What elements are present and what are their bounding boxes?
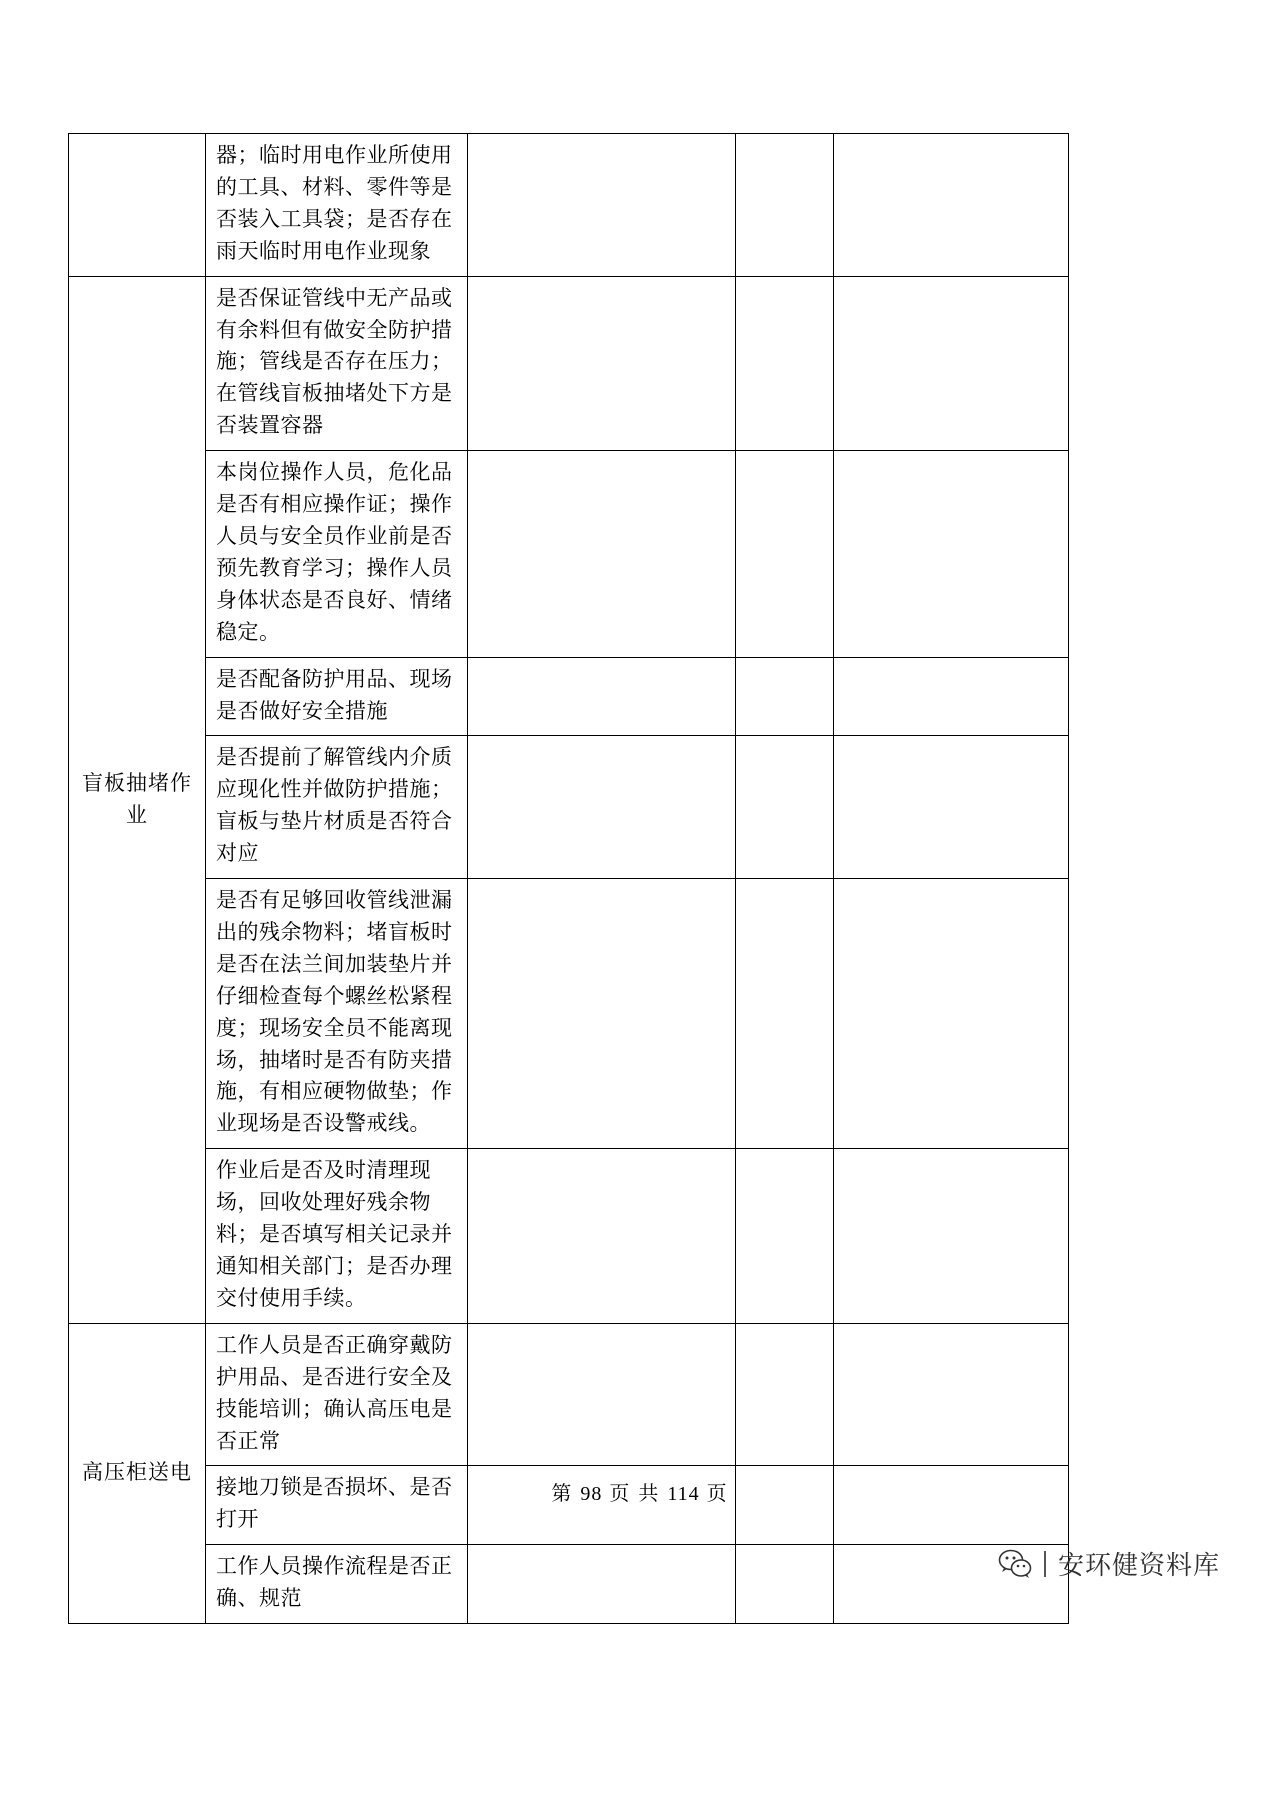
blank-cell-1[interactable] [468, 451, 736, 657]
blank-cell-2[interactable] [736, 451, 834, 657]
footer-total-pages: 114 [667, 1483, 700, 1505]
footer-page-number: 98 [580, 1483, 603, 1505]
check-item-cell: 是否配备防护用品、现场是否做好安全措施 [206, 657, 468, 736]
check-item-cell: 器；临时用电作业所使用的工具、材料、零件等是否装入工具袋；是否存在雨天临时用电作业现象 [206, 134, 468, 277]
blank-cell-3[interactable] [834, 134, 1069, 277]
blank-cell-2[interactable] [736, 1323, 834, 1466]
table-row [69, 879, 1069, 1149]
check-item-cell: 接地刀锁是否损坏、是否打开 [206, 1466, 468, 1545]
blank-cell-3[interactable] [834, 736, 1069, 879]
watermark-text: 安环健资料库 [1057, 1550, 1220, 1580]
check-item-cell: 本岗位操作人员，危化品是否有相应操作证；操作人员与安全员作业前是否预先教育学习；操作人员身体状态是否良好、情绪稳定。 [206, 451, 468, 657]
category-cell-blind-plate: 盲板抽堵作业 [69, 276, 206, 1323]
footer-prefix: 第 [551, 1483, 574, 1505]
blank-cell-3[interactable] [834, 1323, 1069, 1466]
check-item-cell: 作业后是否及时清理现场，回收处理好残余物料；是否填写相关记录并通知相关部门；是否办理交付使用手续。 [206, 1149, 468, 1324]
blank-cell-2[interactable] [736, 879, 834, 1149]
blank-cell-1[interactable] [468, 1149, 736, 1324]
table-row [69, 736, 1069, 879]
blank-cell-3[interactable] [834, 276, 1069, 451]
table-row [69, 1323, 1069, 1466]
blank-cell-1[interactable] [468, 134, 736, 277]
check-item-cell: 工作人员是否正确穿戴防护用品、是否进行安全及技能培训；确认高压电是否正常 [206, 1323, 468, 1466]
table-row [69, 1545, 1069, 1624]
blank-cell-3[interactable] [834, 657, 1069, 736]
page-footer [0, 1477, 1280, 1506]
blank-cell-1[interactable] [468, 1323, 736, 1466]
wechat-logo-icon [998, 1547, 1032, 1581]
blank-cell-2[interactable] [736, 736, 834, 879]
footer-suffix: 页 [706, 1483, 729, 1505]
blank-cell-2[interactable] [736, 657, 834, 736]
table-row [69, 134, 1069, 277]
footer-middle: 页 共 [609, 1483, 661, 1505]
blank-cell-1[interactable] [468, 736, 736, 879]
table-row [69, 451, 1069, 657]
blank-cell-2[interactable] [736, 134, 834, 277]
blank-cell-2[interactable] [736, 1149, 834, 1324]
blank-cell-3[interactable] [834, 451, 1069, 657]
blank-cell-1[interactable] [468, 276, 736, 451]
blank-cell-2[interactable] [736, 1545, 834, 1624]
blank-cell-2[interactable] [736, 276, 834, 451]
watermark-divider [1044, 1551, 1046, 1577]
table-row [69, 1149, 1069, 1324]
blank-cell-1[interactable] [468, 1545, 736, 1624]
check-item-cell: 是否保证管线中无产品或有余料但有做安全防护措施；管线是否存在压力；在管线盲板抽堵处下方是否装置容器 [206, 276, 468, 451]
blank-cell-3[interactable] [834, 1149, 1069, 1324]
table-row [69, 657, 1069, 736]
table-row [69, 276, 1069, 451]
blank-cell-3[interactable] [834, 879, 1069, 1149]
check-item-cell: 工作人员操作流程是否正确、规范 [206, 1545, 468, 1624]
checklist-table [68, 133, 1069, 1624]
category-cell [69, 134, 206, 277]
check-item-cell: 是否提前了解管线内介质应现化性并做防护措施；盲板与垫片材质是否符合对应 [206, 736, 468, 879]
blank-cell-1[interactable] [468, 879, 736, 1149]
category-cell-high-voltage: 高压柜送电 [69, 1323, 206, 1623]
watermark [998, 1545, 1220, 1582]
check-item-cell: 是否有足够回收管线泄漏出的残余物料；堵盲板时是否在法兰间加装垫片并仔细检查每个螺丝松紧程度；现场安全员不能离现场，抽堵时是否有防夹措施，有相应硬物做垫；作业现场是否设警戒线。 [206, 879, 468, 1149]
blank-cell-1[interactable] [468, 657, 736, 736]
